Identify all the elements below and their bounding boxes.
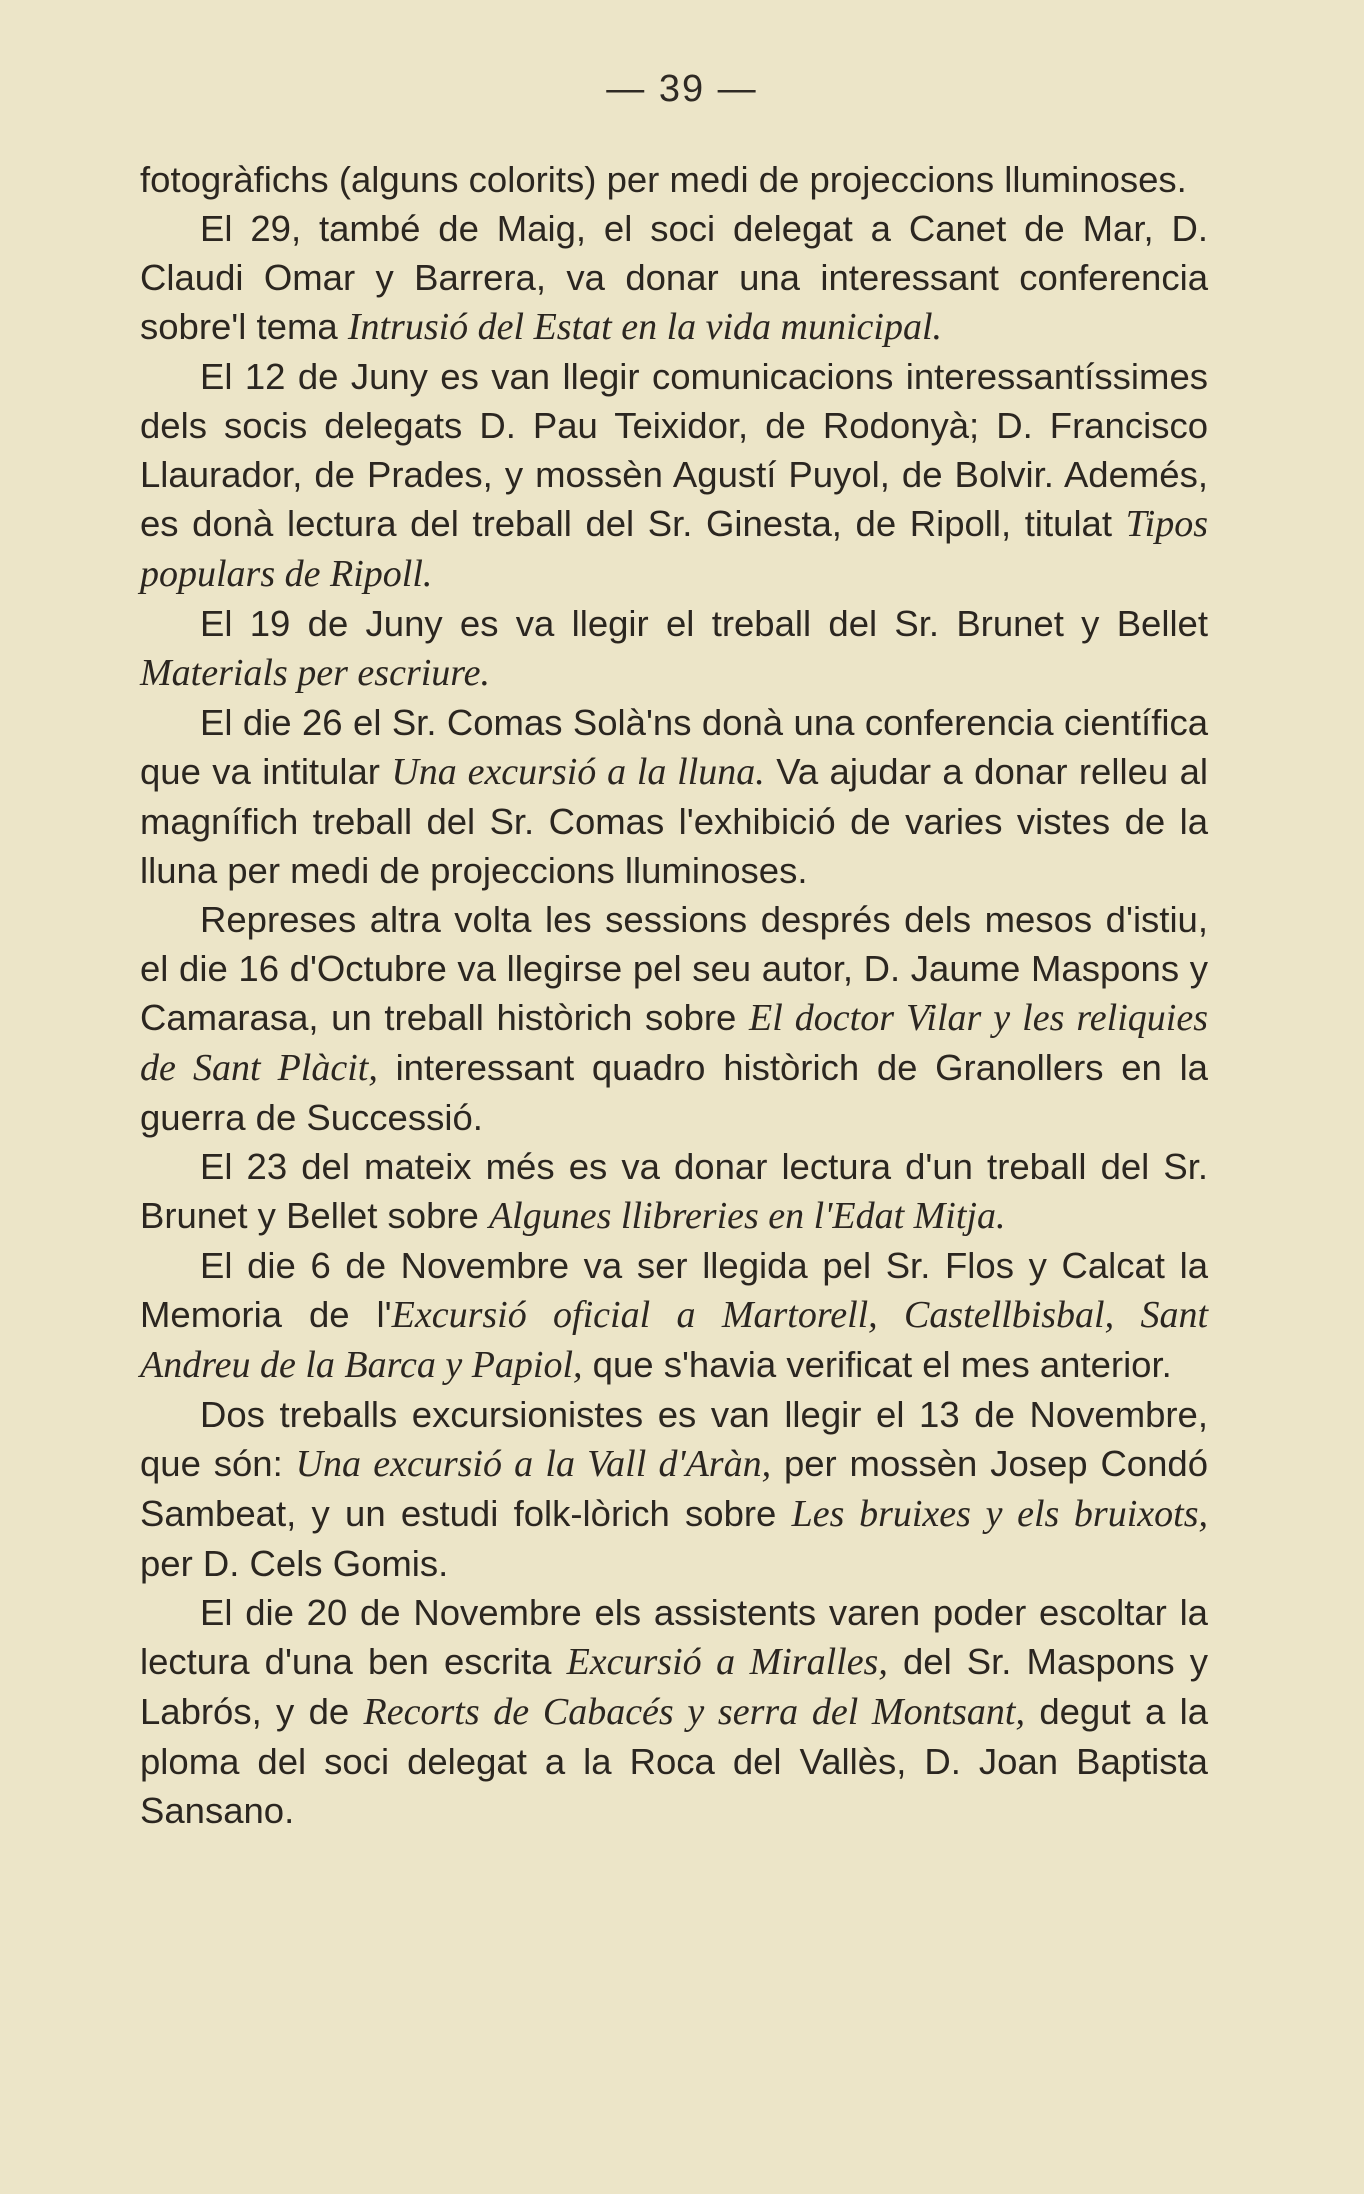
paragraph [140, 599, 1208, 698]
page-number: — 39 — [606, 68, 758, 110]
text-run: El die 6 de Novembre va ser llegida pel Sr. Flos y Calcat la Memoria de l' [140, 1245, 1208, 1335]
paragraph [140, 1588, 1208, 1835]
text-run: El die 26 el Sr. Comas Solà'ns donà una conferencia científica que va intitular [140, 702, 1208, 792]
italic-title: Una excursió a la lluna. [391, 751, 765, 793]
italic-title: Excursió a Miralles, [566, 1641, 888, 1683]
text-run: del Sr. Maspons y Labrós, y de [140, 1641, 1208, 1732]
text-run: per D. Cels Gomis. [140, 1543, 449, 1584]
text-run: El die 20 de Novembre els assistents varen poder escoltar la lectura d'una ben escrita [140, 1592, 1208, 1682]
italic-title: Una excursió a la Vall d'Aràn, [295, 1443, 772, 1485]
italic-title: Recorts de Cabacés y serra del Montsant, [363, 1691, 1025, 1733]
text-run: El 12 de Juny es van llegir comunicacions interessantíssimes dels socis delegats D. Pau Teixidor, de Rodonyà; D. Francisco Llaurador, de Prades, y mossèn Agustí Puyol, de Bolvir. Ademés, es donà lectura del treball del Sr. Ginesta, de Ripoll, titulat [140, 356, 1208, 544]
paragraph [140, 1390, 1208, 1588]
paragraph [140, 352, 1208, 599]
paragraph [140, 698, 1208, 895]
paragraph [140, 204, 1208, 352]
italic-title: Excursió oficial a Martorell, Castellbisbal, Sant Andreu de la Barca y Papiol, [140, 1294, 1209, 1386]
text-run: Va ajudar a donar relleu al magnífich treball del Sr. Comas l'exhibició de varies vistes de la lluna per medi de projeccions lluminoses. [140, 751, 1208, 891]
text-run: El 23 del mateix més es va donar lectura d'un treball del Sr. Brunet y Bellet sobre [140, 1146, 1208, 1236]
text-run: per mossèn Josep Condó Sambeat, y un estudi folk-lòrich sobre [140, 1443, 1209, 1534]
italic-title: Intrusió del Estat en la vida municipal. [347, 306, 943, 348]
paragraph [140, 1142, 1208, 1241]
paragraph [140, 155, 1208, 204]
text-run: fotogràfichs (alguns colorits) per medi de projeccions lluminoses. [140, 159, 1187, 200]
italic-title: Tipos populars de Ripoll. [140, 503, 1208, 595]
text-run: degut a la ploma del soci delegat a la Roca del Vallès, D. Joan Baptista Sansano. [140, 1691, 1208, 1831]
body-text [140, 155, 1208, 1835]
text-run: El 19 de Juny es va llegir el treball del Sr. Brunet y Bellet [200, 603, 1208, 644]
paragraph [140, 1241, 1208, 1390]
italic-title: Les bruixes y els bruixots, [791, 1493, 1208, 1535]
text-run: Represes altra volta les sessions després dels mesos d'istiu, el die 16 d'Octubre va llegirse pel seu autor, D. Jaume Maspons y Camarasa, un treball històrich sobre [140, 899, 1208, 1038]
text-run: interessant quadro històrich de Granollers en la guerra de Successió. [140, 1047, 1208, 1138]
italic-title: Algunes llibreries en l'Edat Mitja. [488, 1195, 1006, 1237]
text-run: que s'havia verificat el mes anterior. [582, 1344, 1172, 1385]
paragraph [140, 895, 1208, 1142]
italic-title: Materials per escriure. [140, 652, 491, 694]
text-run: El 29, també de Maig, el soci delegat a Canet de Mar, D. Claudi Omar y Barrera, va donar una interessant conferencia sobre'l tema [140, 208, 1208, 347]
text-run: Dos treballs excursionistes es van llegir el 13 de Novembre, que són: [140, 1394, 1208, 1484]
italic-title: El doctor Vilar y les reliquies de Sant Plàcit, [140, 997, 1208, 1089]
